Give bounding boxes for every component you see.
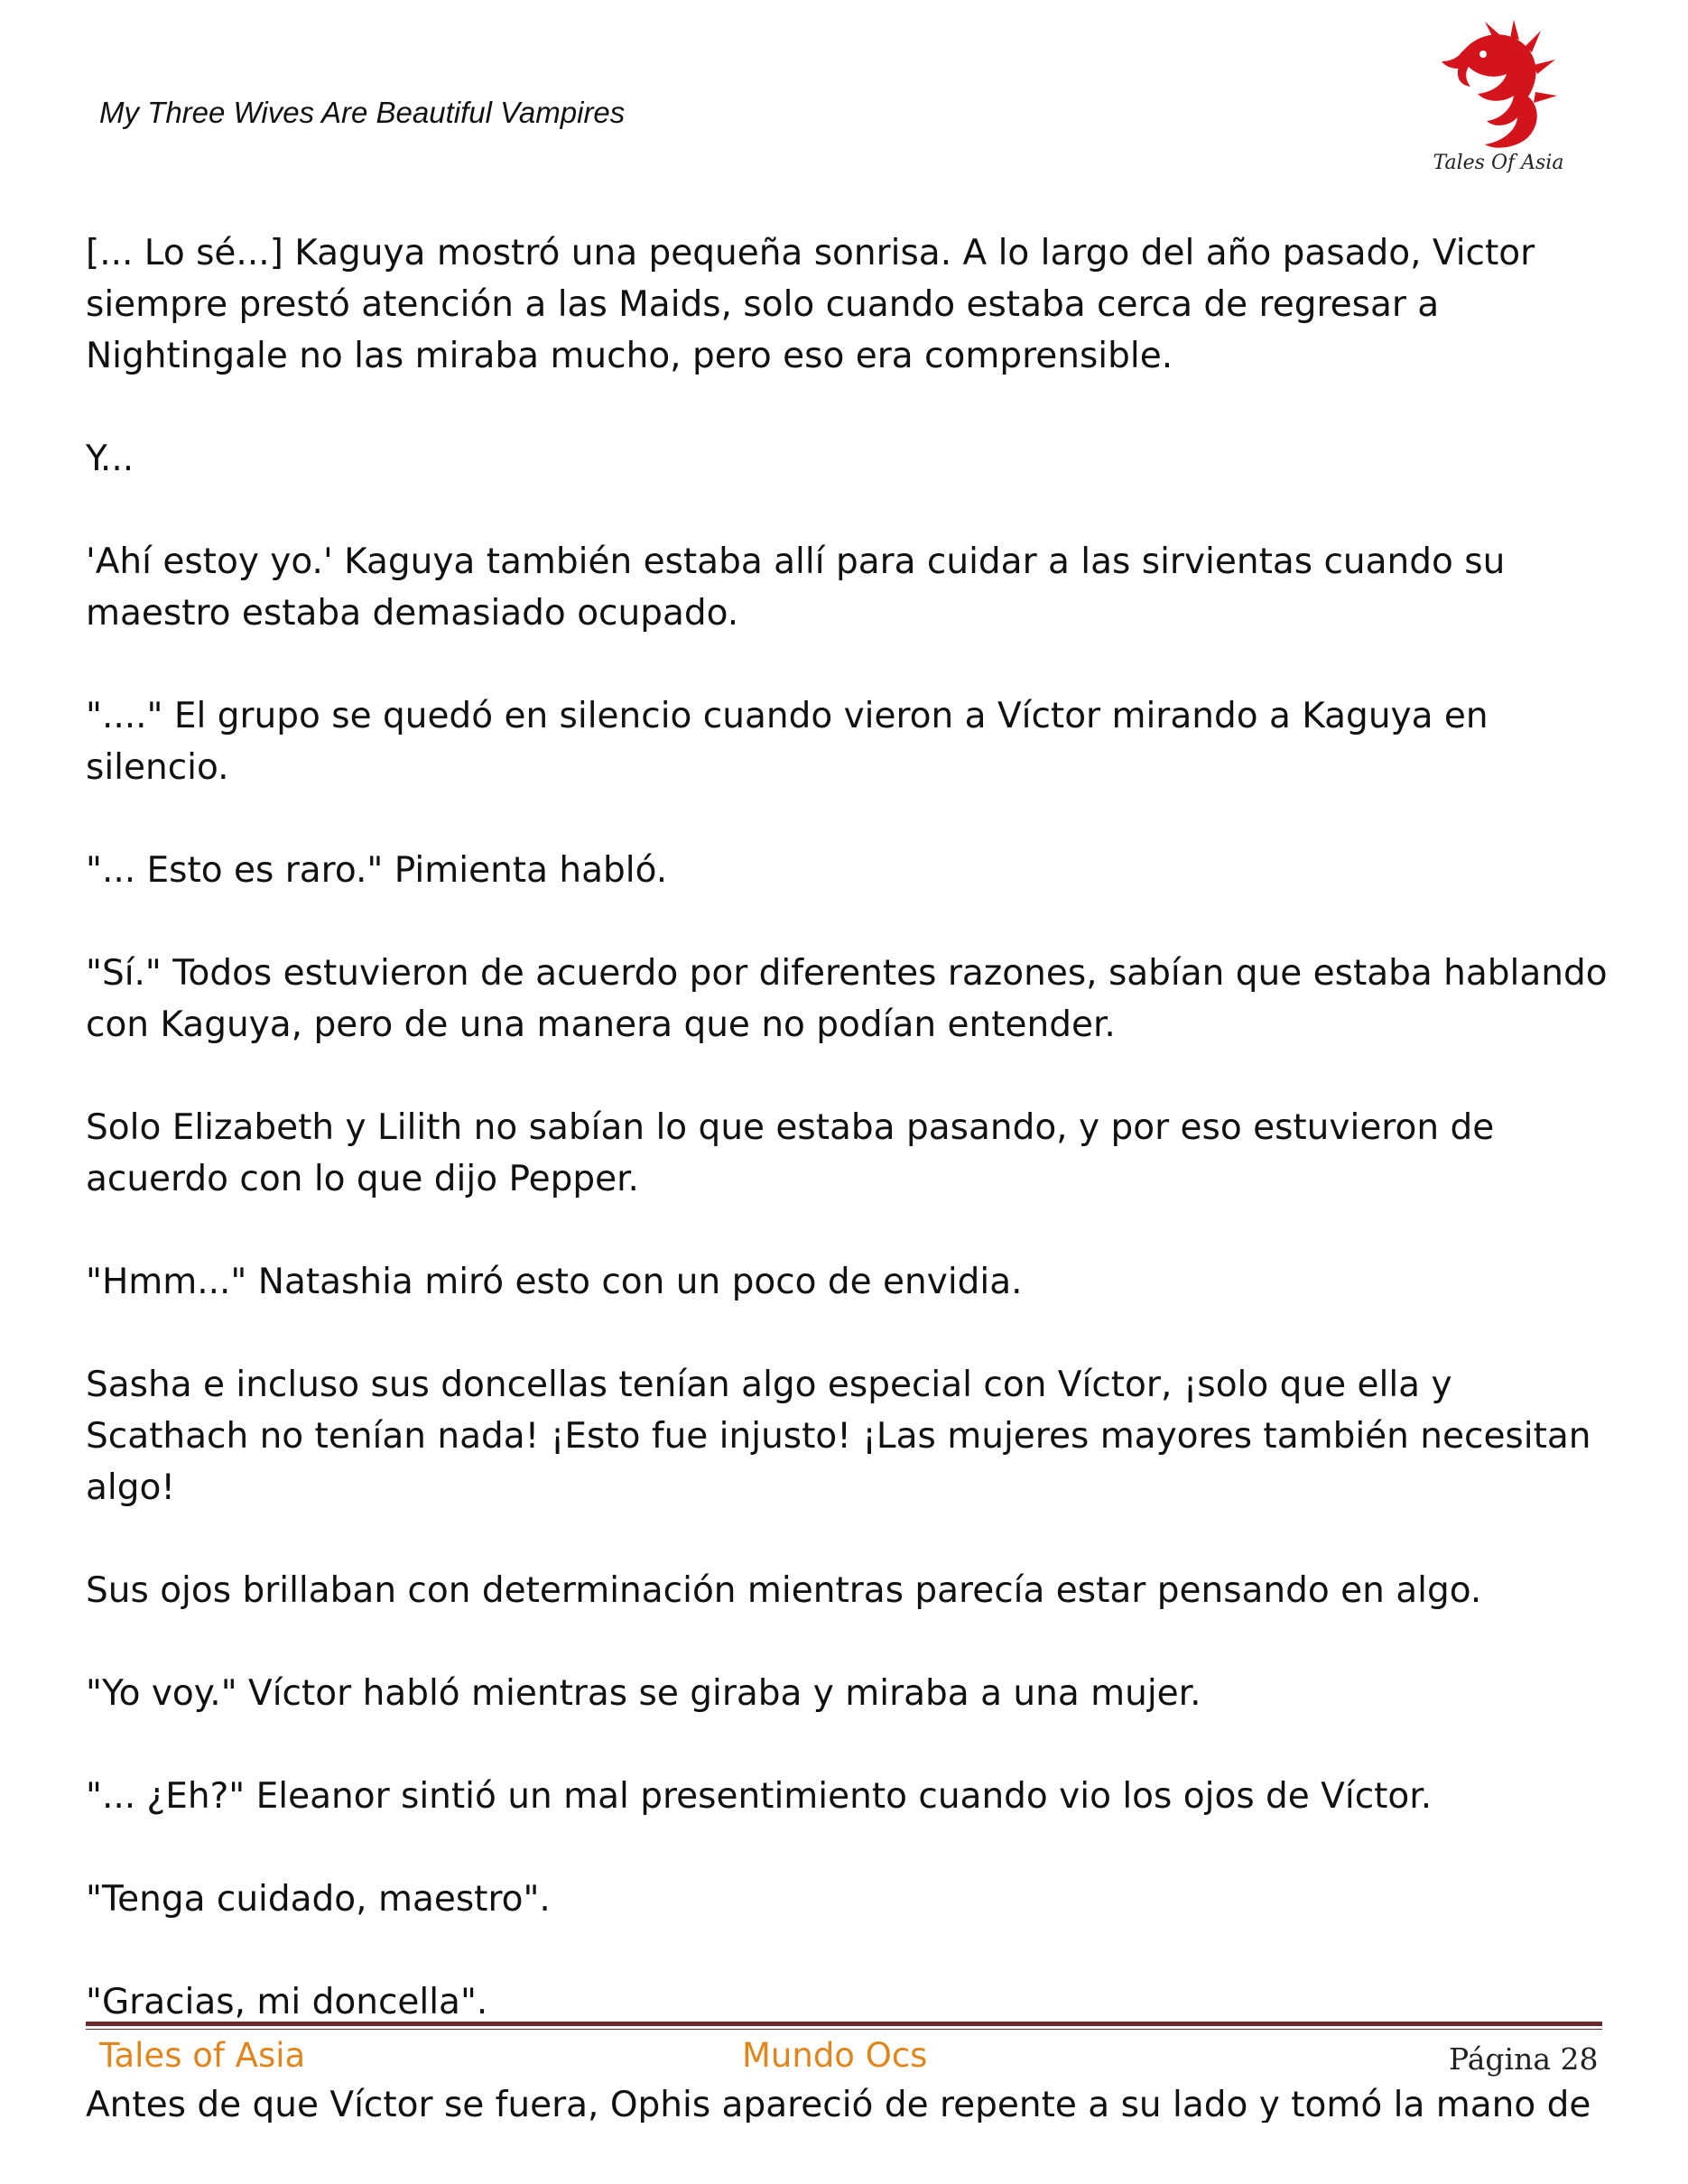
paragraph: "Yo voy." Víctor habló mientras se giraba y miraba a una mujer. bbox=[86, 1673, 1201, 1714]
footer-divider bbox=[86, 2022, 1602, 2030]
paragraph: "Hmm..." Natashia miró esto con un poco de envidia. bbox=[86, 1262, 1023, 1302]
paragraph: "...." El grupo se quedó en silencio cuando vieron a Víctor mirando a Kaguya en silencio. bbox=[86, 696, 1489, 788]
chapter-body bbox=[86, 227, 1625, 2123]
paragraph: 'Ahí estoy yo.' Kaguya también estaba allí para cuidar a las sirvientas cuando su maestro estaba demasiado ocupado. bbox=[86, 541, 1506, 634]
footer-site-name: Tales of Asia bbox=[99, 2036, 306, 2075]
red-dragon-icon bbox=[1431, 20, 1566, 155]
tales-of-asia-logo bbox=[1431, 20, 1566, 182]
footer-section-name: Mundo Ocs bbox=[742, 2036, 928, 2075]
logo-text: Tales Of Asia bbox=[1433, 152, 1564, 174]
paragraph: "... ¿Eh?" Eleanor sintió un mal presentimiento cuando vio los ojos de Víctor. bbox=[86, 1776, 1433, 1817]
paragraph-continued: Antes de que Víctor se fuera, Ophis apareció de repente a su lado y tomó la mano de bbox=[86, 2085, 1591, 2123]
paragraph: Solo Elizabeth y Lilith no sabían lo que estaba pasando, y por eso estuvieron de acuerdo con lo que dijo Pepper. bbox=[86, 1107, 1495, 1199]
paragraph: Y... bbox=[86, 439, 134, 479]
page-number: Página 28 bbox=[1449, 2041, 1599, 2077]
book-title: My Three Wives Are Beautiful Vampires bbox=[99, 96, 626, 129]
paragraph: Sasha e incluso sus doncellas tenían algo especial con Víctor, ¡solo que ella y Scathach no tenían nada! ¡Esto fue injusto! ¡Las mujeres mayores también necesitan algo! bbox=[86, 1365, 1591, 1508]
paragraph: "Tenga cuidado, maestro". bbox=[86, 1879, 551, 1920]
paragraph: "... Esto es raro." Pimienta habló. bbox=[86, 850, 668, 891]
paragraph: [... Lo sé...] Kaguya mostró una pequeña sonrisa. A lo largo del año pasado, Victor siempre prestó atención a las Maids, solo cuando estaba cerca de regresar a Nightingale no las miraba mucho, pero eso era comprensible. bbox=[86, 233, 1535, 376]
paragraph: Sus ojos brillaban con determinación mientras parecía estar pensando en algo. bbox=[86, 1570, 1482, 1611]
paragraph: "Sí." Todos estuvieron de acuerdo por diferentes razones, sabían que estaba hablando con Kaguya, pero de una manera que no podían entender. bbox=[86, 953, 1608, 1045]
paragraph: "Gracias, mi doncella". bbox=[86, 1982, 488, 2022]
